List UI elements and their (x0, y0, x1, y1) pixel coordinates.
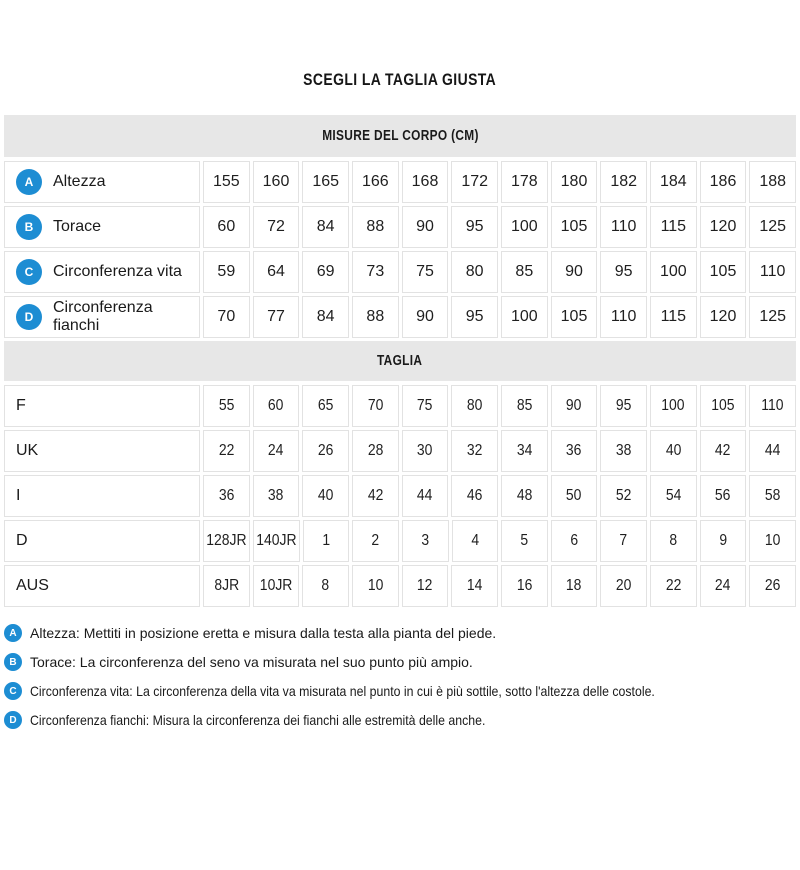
value-cell (551, 475, 598, 517)
value-text: 140JR (256, 532, 297, 549)
value-cell (253, 251, 300, 293)
row-values (203, 161, 796, 203)
value-text: 128JR (206, 532, 247, 549)
value-cell (302, 475, 349, 517)
value-text: 184 (659, 173, 687, 190)
value-cell (203, 430, 250, 472)
value-cell (551, 206, 598, 248)
row-label-cell (4, 520, 200, 562)
value-cell (551, 385, 598, 427)
value-cell (352, 161, 399, 203)
row-label: AUS (16, 577, 49, 594)
value-text: 20 (615, 577, 632, 594)
value-text: 120 (709, 308, 737, 325)
value-text: 90 (566, 397, 582, 414)
value-text: 44 (764, 442, 781, 459)
value-cell (253, 475, 300, 517)
value-cell (402, 520, 449, 562)
value-text: 125 (759, 218, 787, 235)
value-cell (749, 475, 796, 517)
value-text: 58 (764, 487, 781, 504)
value-cell (402, 296, 449, 338)
value-cell (551, 251, 598, 293)
footnote (4, 710, 796, 730)
value-cell (551, 565, 598, 607)
footnote-text: Circonferenza fianchi: Misura la circonferenza dei fianchi alle estremità delle anche. (30, 712, 486, 728)
row-values (203, 520, 796, 562)
value-cell (600, 251, 647, 293)
value-cell (749, 251, 796, 293)
value-text: 110 (759, 263, 786, 280)
value-text: 40 (317, 487, 334, 504)
value-cell (352, 430, 399, 472)
measure-badge: D (16, 304, 42, 330)
value-cell (451, 385, 498, 427)
value-cell (650, 430, 697, 472)
row-label: D (16, 532, 28, 549)
value-text: 54 (665, 487, 682, 504)
value-text: 60 (268, 397, 284, 414)
size-guide-page (0, 70, 800, 730)
value-text: 60 (217, 218, 236, 235)
value-cell (203, 251, 250, 293)
value-cell (551, 520, 598, 562)
footnotes (4, 623, 796, 730)
footnote-badge: A (4, 624, 22, 642)
value-text: 84 (316, 218, 335, 235)
value-text: 50 (566, 487, 582, 504)
value-text: 65 (317, 397, 334, 414)
value-text: 38 (615, 442, 632, 459)
value-text: 8JR (213, 577, 239, 594)
value-text: 64 (267, 263, 285, 280)
value-cell (302, 161, 349, 203)
value-text: 90 (565, 263, 583, 280)
value-text: 59 (217, 263, 236, 280)
value-text: 18 (566, 577, 582, 594)
value-cell (749, 385, 796, 427)
table-row (4, 161, 796, 203)
value-text: 77 (267, 308, 285, 325)
value-text: 5 (520, 532, 529, 549)
value-text: 180 (560, 173, 588, 190)
value-text: 88 (366, 308, 385, 325)
value-cell (352, 206, 399, 248)
row-values (203, 565, 796, 607)
value-text: 166 (361, 173, 389, 190)
row-label: UK (16, 442, 39, 459)
value-text: 4 (470, 532, 479, 549)
value-cell (402, 161, 449, 203)
value-cell (253, 161, 300, 203)
value-cell (203, 475, 250, 517)
row-label-cell (4, 296, 200, 338)
table-row (4, 430, 796, 472)
value-cell (600, 475, 647, 517)
value-cell (451, 251, 498, 293)
value-cell (749, 161, 796, 203)
table-row (4, 206, 796, 248)
value-text: 40 (665, 442, 682, 459)
value-text: 7 (619, 532, 628, 549)
value-text: 120 (709, 218, 737, 235)
value-text: 52 (615, 487, 632, 504)
value-text: 84 (316, 308, 335, 325)
value-text: 10JR (259, 577, 293, 594)
value-text: 22 (218, 442, 235, 459)
value-text: 105 (560, 218, 588, 235)
value-cell (749, 206, 796, 248)
value-text: 72 (267, 218, 285, 235)
value-cell (501, 430, 548, 472)
value-text: 42 (715, 442, 731, 459)
value-cell (352, 565, 399, 607)
value-text: 168 (411, 173, 439, 190)
value-text: 88 (366, 218, 385, 235)
row-values (203, 430, 796, 472)
value-text: 14 (466, 577, 483, 594)
row-label-cell (4, 475, 200, 517)
value-cell (451, 206, 498, 248)
value-text: 155 (212, 173, 240, 190)
value-text: 95 (465, 218, 484, 235)
value-cell (402, 475, 449, 517)
value-text: 100 (510, 218, 538, 235)
value-text: 8 (669, 532, 678, 549)
value-cell (203, 161, 250, 203)
value-text: 75 (417, 397, 433, 414)
value-cell (352, 385, 399, 427)
measure-badge: B (16, 214, 42, 240)
value-text: 110 (761, 397, 784, 414)
value-cell (650, 565, 697, 607)
value-text: 26 (317, 442, 334, 459)
table-row (4, 251, 796, 293)
value-cell (203, 385, 250, 427)
value-text: 36 (218, 487, 235, 504)
value-text: 24 (715, 577, 731, 594)
value-cell (253, 296, 300, 338)
value-cell (551, 430, 598, 472)
value-cell (600, 161, 647, 203)
value-text: 172 (461, 173, 489, 190)
value-text: 24 (268, 442, 284, 459)
value-text: 105 (709, 263, 737, 280)
row-label-cell (4, 430, 200, 472)
value-cell (452, 520, 499, 562)
footnote-text: Circonferenza vita: La circonferenza della vita va misurata nel punto in cui è più sottile, sotto l'altezza delle costole. (30, 683, 655, 699)
footnote (4, 623, 796, 643)
page-title: SCEGLI LA TAGLIA GIUSTA (303, 70, 497, 89)
value-cell (501, 296, 548, 338)
row-label-cell (4, 565, 200, 607)
value-cell (551, 296, 598, 338)
value-text: 100 (661, 397, 685, 414)
value-text: 26 (764, 577, 781, 594)
row-label: Torace (53, 218, 102, 235)
value-text: 10 (764, 532, 781, 549)
value-cell (402, 565, 449, 607)
value-text: 48 (516, 487, 533, 504)
value-cell (253, 520, 300, 562)
value-cell (352, 251, 399, 293)
value-cell (600, 430, 647, 472)
value-text: 38 (268, 487, 284, 504)
value-cell (650, 161, 697, 203)
value-cell (700, 520, 747, 562)
value-cell (650, 520, 697, 562)
row-label-cell (4, 251, 200, 293)
value-cell (650, 296, 697, 338)
value-cell (700, 296, 747, 338)
row-values (203, 296, 796, 338)
footnote-badge: C (4, 682, 22, 700)
value-text: 46 (466, 487, 483, 504)
value-text: 182 (610, 173, 638, 190)
value-text: 16 (516, 577, 533, 594)
value-text: 75 (416, 263, 434, 280)
value-cell (700, 385, 747, 427)
value-cell (600, 520, 647, 562)
value-text: 125 (759, 308, 787, 325)
value-text: 115 (660, 308, 687, 325)
value-text: 100 (659, 263, 687, 280)
value-cell (302, 565, 349, 607)
value-text: 95 (465, 308, 484, 325)
value-text: 110 (610, 218, 637, 235)
row-values (203, 385, 796, 427)
value-cell (203, 296, 250, 338)
row-values (203, 206, 796, 248)
row-label-cell (4, 161, 200, 203)
sizes-table (4, 385, 796, 607)
table-row (4, 475, 796, 517)
value-cell (600, 565, 647, 607)
value-text: 85 (516, 397, 533, 414)
row-label-cell (4, 385, 200, 427)
value-cell (501, 520, 548, 562)
value-cell (352, 475, 399, 517)
value-cell (451, 565, 498, 607)
value-cell (749, 430, 796, 472)
value-text: 8 (321, 577, 330, 594)
sizes-header: TAGLIA (4, 341, 796, 381)
value-cell (501, 385, 548, 427)
value-text: 70 (217, 308, 236, 325)
value-text: 90 (416, 218, 434, 235)
value-text: 56 (715, 487, 731, 504)
value-cell (203, 565, 250, 607)
value-cell (203, 206, 250, 248)
value-cell (650, 206, 697, 248)
row-label: Altezza (53, 173, 106, 190)
value-cell (501, 251, 548, 293)
value-text: 160 (262, 173, 290, 190)
row-values (203, 475, 796, 517)
value-cell (402, 251, 449, 293)
value-cell (402, 385, 449, 427)
value-text: 188 (759, 173, 787, 190)
table-row (4, 296, 796, 338)
table-row (4, 520, 796, 562)
value-text: 44 (417, 487, 433, 504)
value-cell (302, 430, 349, 472)
value-cell (600, 296, 647, 338)
value-cell (700, 206, 747, 248)
value-cell (352, 296, 399, 338)
value-cell (501, 206, 548, 248)
value-text: 6 (570, 532, 579, 549)
value-text: 9 (719, 532, 727, 549)
value-text: 69 (316, 263, 335, 280)
value-text: 22 (665, 577, 682, 594)
value-text: 105 (560, 308, 588, 325)
value-cell (302, 385, 349, 427)
row-values (203, 251, 796, 293)
value-text: 95 (615, 397, 632, 414)
value-text: 55 (218, 397, 235, 414)
table-row (4, 385, 796, 427)
value-text: 28 (367, 442, 384, 459)
value-text: 73 (366, 263, 385, 280)
value-text: 70 (367, 397, 384, 414)
body-measurements-table (4, 161, 796, 338)
row-label-cell (4, 206, 200, 248)
value-text: 80 (466, 397, 483, 414)
value-text: 95 (614, 263, 633, 280)
value-cell (700, 565, 747, 607)
row-label: Circonferenza vita (53, 263, 182, 280)
value-text: 3 (421, 532, 430, 549)
value-cell (253, 385, 300, 427)
value-cell (203, 520, 250, 562)
value-cell (700, 161, 747, 203)
value-cell (402, 206, 449, 248)
value-cell (402, 430, 449, 472)
value-text: 115 (660, 218, 687, 235)
value-cell (253, 206, 300, 248)
value-text: 178 (510, 173, 538, 190)
value-text: 80 (465, 263, 484, 280)
value-cell (749, 520, 796, 562)
value-text: 90 (416, 308, 434, 325)
value-cell (700, 475, 747, 517)
footnote-text: Torace: La circonferenza del seno va misurata nel suo punto più ampio. (30, 654, 473, 670)
footnote-badge: D (4, 711, 22, 729)
value-text: 110 (610, 308, 637, 325)
footnote-text: Altezza: Mettiti in posizione eretta e misura dalla testa alla pianta del piede. (30, 625, 497, 641)
value-text: 42 (367, 487, 384, 504)
value-text: 12 (417, 577, 433, 594)
row-label: I (16, 487, 21, 504)
value-cell (253, 430, 300, 472)
value-text: 100 (510, 308, 538, 325)
value-cell (749, 296, 796, 338)
value-cell (451, 161, 498, 203)
value-text: 85 (515, 263, 534, 280)
row-label: F (16, 397, 26, 414)
value-cell (600, 385, 647, 427)
value-cell (501, 475, 548, 517)
value-text: 34 (516, 442, 533, 459)
value-cell (749, 565, 796, 607)
value-cell (253, 565, 300, 607)
value-text: 105 (711, 397, 735, 414)
value-cell (650, 385, 697, 427)
measure-badge: C (16, 259, 42, 285)
value-text: 10 (367, 577, 384, 594)
value-text: 30 (417, 442, 433, 459)
value-cell (302, 251, 349, 293)
value-cell (451, 430, 498, 472)
row-label: Circonferenza fianchi (53, 299, 153, 334)
value-text: 1 (322, 532, 330, 549)
value-cell (551, 161, 598, 203)
value-cell (501, 565, 548, 607)
table-row (4, 565, 796, 607)
footnote (4, 681, 796, 701)
footnote-badge: B (4, 653, 22, 671)
value-text: 32 (466, 442, 483, 459)
body-measurements-header: MISURE DEL CORPO (CM) (4, 115, 796, 157)
value-cell (302, 206, 349, 248)
value-cell (303, 520, 350, 562)
value-text: 36 (566, 442, 582, 459)
value-cell (600, 206, 647, 248)
value-text: 186 (709, 173, 737, 190)
value-cell (451, 475, 498, 517)
value-cell (700, 430, 747, 472)
value-cell (451, 296, 498, 338)
measure-badge: A (16, 169, 42, 195)
value-cell (650, 475, 697, 517)
value-text: 165 (312, 173, 340, 190)
footnote (4, 652, 796, 672)
value-cell (650, 251, 697, 293)
value-text: 2 (371, 532, 380, 549)
value-cell (302, 296, 349, 338)
value-cell (352, 520, 399, 562)
value-cell (501, 161, 548, 203)
value-cell (700, 251, 747, 293)
